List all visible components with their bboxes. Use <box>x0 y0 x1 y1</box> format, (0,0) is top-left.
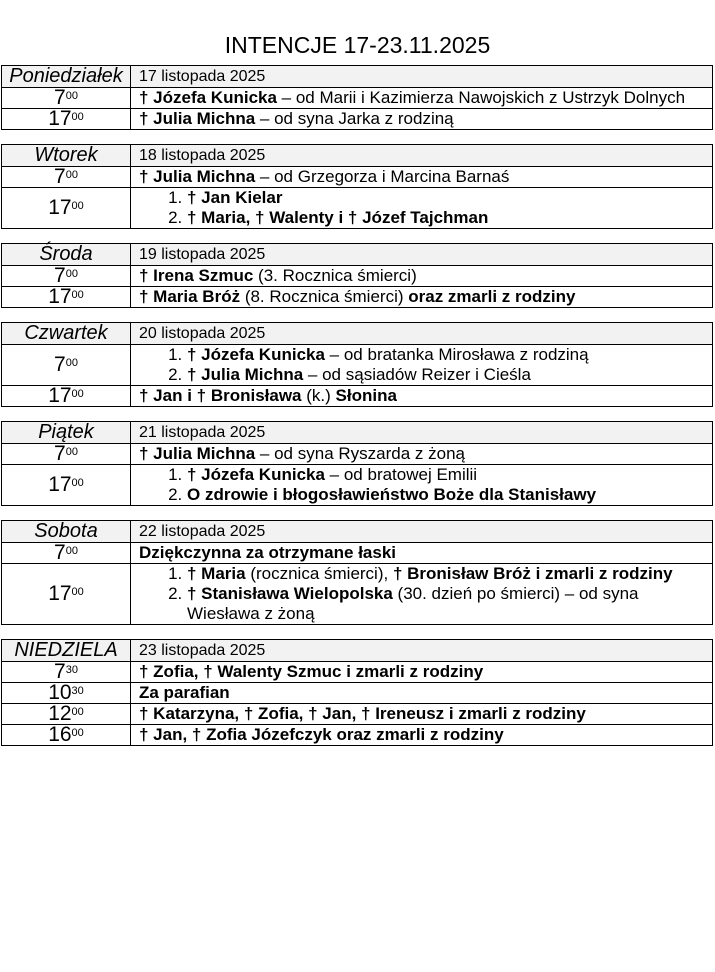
intention-name: Dziękczynna za otrzymane łaski <box>139 543 397 562</box>
mass-intention <box>131 543 713 564</box>
intention-name: † Julia Michna <box>139 444 256 463</box>
intention-name: † Józefa Kunicka <box>139 88 277 107</box>
intention-name: † Julia Michna <box>139 167 256 186</box>
intention-name: † Zofia, † Walenty Szmuc i zmarli z rodziny <box>139 662 484 681</box>
day-date: 17 listopada 2025 <box>131 66 713 88</box>
day-header-row <box>2 323 713 345</box>
mass-minutes: 00 <box>71 477 84 489</box>
intention-detail: (8. Rocznica śmierci) <box>240 287 409 306</box>
intention-item <box>187 208 712 228</box>
mass-hour: 7 <box>54 165 66 188</box>
intention-detail: (3. Rocznica śmierci) <box>253 266 417 285</box>
day-header-row <box>2 145 713 167</box>
intention-list <box>139 564 712 624</box>
mass-intention <box>131 88 713 109</box>
mass-intention <box>131 704 713 725</box>
mass-time <box>2 564 131 625</box>
mass-hour: 12 <box>48 702 72 725</box>
mass-minutes: 00 <box>71 388 84 400</box>
intention-item <box>187 188 712 208</box>
intention-name: † Julia Michna <box>139 109 256 128</box>
intention-name: † Stanisława Wielopolska <box>187 584 393 603</box>
day-spacer <box>2 506 713 521</box>
day-spacer <box>2 130 713 145</box>
mass-time <box>2 465 131 506</box>
mass-time <box>2 725 131 746</box>
day-header-row <box>2 521 713 543</box>
mass-hour: 17 <box>48 384 72 407</box>
day-name: Środa <box>2 244 131 266</box>
day-header-row <box>2 244 713 266</box>
intention-item <box>187 365 712 385</box>
intention-item <box>187 564 712 584</box>
day-spacer <box>2 229 713 244</box>
day-header-row <box>2 640 713 662</box>
mass-hour: 7 <box>54 442 66 465</box>
intention-name: Słonina <box>335 386 397 405</box>
mass-time <box>2 266 131 287</box>
mass-time <box>2 287 131 308</box>
mass-intention <box>131 345 713 386</box>
mass-time <box>2 88 131 109</box>
mass-hour: 7 <box>54 541 66 564</box>
intention-name: † Bronisław Bróż i zmarli z rodziny <box>392 564 673 583</box>
intention-name: † Józefa Kunicka <box>187 465 325 484</box>
mass-hour: 17 <box>48 107 72 130</box>
mass-row <box>2 167 713 188</box>
intention-name: † Jan, † Zofia Józefczyk oraz zmarli z rodziny <box>139 725 504 744</box>
intention-detail: – od Marii i Kazimierza Nawojskich z Ustrzyk Dolnych <box>276 88 686 107</box>
mass-hour: 16 <box>48 723 72 746</box>
day-name: Poniedziałek <box>2 66 131 88</box>
day-spacer <box>2 407 713 422</box>
intentions-table-body <box>2 66 713 746</box>
mass-minutes: 00 <box>65 169 78 181</box>
mass-hour: 17 <box>48 473 72 496</box>
mass-row <box>2 662 713 683</box>
mass-time <box>2 345 131 386</box>
mass-time <box>2 704 131 725</box>
day-header-row <box>2 66 713 88</box>
intention-name: † Jan Kielar <box>187 188 283 207</box>
mass-intention <box>131 564 713 625</box>
intention-detail: – od syna Ryszarda z żoną <box>255 444 465 463</box>
intentions-table <box>1 65 713 746</box>
day-name: Piątek <box>2 422 131 444</box>
intention-detail: – od Grzegorza i Marcina Barnaś <box>255 167 510 186</box>
mass-minutes: 00 <box>65 357 78 369</box>
mass-minutes: 30 <box>65 664 78 676</box>
day-date: 23 listopada 2025 <box>131 640 713 662</box>
intention-list <box>139 188 712 228</box>
mass-row <box>2 543 713 564</box>
intention-detail: (k.) <box>301 386 336 405</box>
mass-row <box>2 683 713 704</box>
mass-row <box>2 386 713 407</box>
mass-intention <box>131 683 713 704</box>
mass-time <box>2 662 131 683</box>
mass-row <box>2 287 713 308</box>
mass-hour: 7 <box>54 660 66 683</box>
intention-name: Za parafian <box>139 683 230 702</box>
mass-minutes: 00 <box>65 90 78 102</box>
day-date: 21 listopada 2025 <box>131 422 713 444</box>
day-date: 19 listopada 2025 <box>131 244 713 266</box>
mass-intention <box>131 188 713 229</box>
intention-name: † Maria, † Walenty i † Józef Tajchman <box>187 208 489 227</box>
intention-name: † Julia Michna <box>187 365 304 384</box>
mass-intention <box>131 287 713 308</box>
day-name: NIEDZIELA <box>2 640 131 662</box>
mass-row <box>2 725 713 746</box>
mass-intention <box>131 444 713 465</box>
mass-row <box>2 444 713 465</box>
intention-detail: – od sąsiadów Reizer i Cieśla <box>303 365 531 384</box>
mass-hour: 10 <box>48 681 72 704</box>
mass-minutes: 00 <box>71 586 84 598</box>
mass-row <box>2 109 713 130</box>
day-spacer <box>2 308 713 323</box>
mass-intention <box>131 167 713 188</box>
page-title: INTENCJE 17-23.11.2025 <box>224 32 491 58</box>
mass-row <box>2 88 713 109</box>
mass-hour: 17 <box>48 196 72 219</box>
mass-intention <box>131 266 713 287</box>
day-name: Wtorek <box>2 145 131 167</box>
mass-minutes: 00 <box>71 289 84 301</box>
mass-minutes: 00 <box>71 727 84 739</box>
mass-intention <box>131 386 713 407</box>
mass-time <box>2 543 131 564</box>
mass-time <box>2 444 131 465</box>
day-spacer <box>2 625 713 640</box>
mass-minutes: 30 <box>71 685 84 697</box>
mass-hour: 17 <box>48 285 72 308</box>
intention-name: † Józefa Kunicka <box>187 345 325 364</box>
mass-row <box>2 564 713 625</box>
mass-time <box>2 167 131 188</box>
mass-minutes: 00 <box>71 706 84 718</box>
mass-intention <box>131 725 713 746</box>
mass-time <box>2 386 131 407</box>
mass-row <box>2 704 713 725</box>
intention-name: O zdrowie i błogosławieństwo Boże dla Stanisławy <box>187 485 597 504</box>
mass-intention <box>131 109 713 130</box>
mass-hour: 17 <box>48 582 72 605</box>
intention-name: † Maria Bróż <box>139 287 241 306</box>
mass-intention <box>131 465 713 506</box>
day-date: 20 listopada 2025 <box>131 323 713 345</box>
mass-row <box>2 188 713 229</box>
mass-minutes: 00 <box>65 268 78 280</box>
intention-detail: – od syna Jarka z rodziną <box>255 109 454 128</box>
day-name: Sobota <box>2 521 131 543</box>
mass-time <box>2 683 131 704</box>
intention-list <box>139 345 712 385</box>
intention-name: † Katarzyna, † Zofia, † Jan, † Ireneusz i zmarli z rodziny <box>139 704 586 723</box>
day-date: 18 listopada 2025 <box>131 145 713 167</box>
mass-hour: 7 <box>54 264 66 287</box>
intention-item <box>187 345 712 365</box>
intention-detail: – od bratanka Mirosława z rodziną <box>324 345 589 364</box>
mass-minutes: 00 <box>65 545 78 557</box>
day-name: Czwartek <box>2 323 131 345</box>
intention-name: oraz zmarli z rodziny <box>408 287 576 306</box>
mass-hour: 7 <box>54 86 66 109</box>
intention-item <box>187 485 712 505</box>
mass-minutes: 00 <box>71 111 84 123</box>
intention-detail: (rocznica śmierci), <box>245 564 393 583</box>
mass-minutes: 00 <box>65 446 78 458</box>
intention-name: † Maria <box>187 564 246 583</box>
intention-name: † Irena Szmuc <box>139 266 254 285</box>
day-header-row <box>2 422 713 444</box>
intention-detail: (30. dzień po śmierci) – od syna Wiesława z żoną <box>187 584 639 623</box>
mass-row <box>2 465 713 506</box>
intention-detail: – od bratowej Emilii <box>324 465 478 484</box>
day-date: 22 listopada 2025 <box>131 521 713 543</box>
mass-intention <box>131 662 713 683</box>
mass-hour: 7 <box>54 353 66 376</box>
intention-name: † Jan i † Bronisława <box>139 386 302 405</box>
intention-list <box>139 465 712 505</box>
mass-row <box>2 345 713 386</box>
intention-item <box>187 465 712 485</box>
mass-row <box>2 266 713 287</box>
mass-time <box>2 109 131 130</box>
mass-time <box>2 188 131 229</box>
mass-minutes: 00 <box>71 200 84 212</box>
intention-item <box>187 584 712 624</box>
